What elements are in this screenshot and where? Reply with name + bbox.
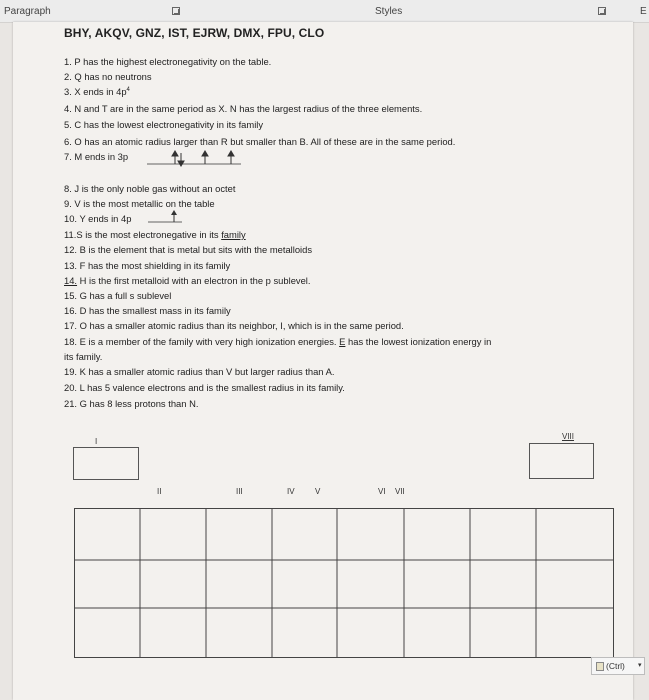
clue-18-continued: its family. [64, 351, 103, 362]
clue-3-superscript: 4 [126, 86, 130, 93]
clipboard-icon [596, 662, 604, 671]
clue-18-text-2: has the lowest ionization energy in [345, 336, 492, 347]
clue-6: 6. O has an atomic radius larger than R but smaller than B. All of these are in the same period. [64, 136, 456, 147]
clue-2: 2. Q has no neutrons [64, 71, 152, 82]
clue-15: 15. G has a full s sublevel [64, 290, 172, 301]
clue-11-family-word: family [221, 229, 246, 240]
ribbon-bar [0, 0, 649, 23]
paragraph-group-label: Paragraph [4, 6, 51, 17]
clue-10: 10. Y ends in 4p [64, 213, 132, 224]
clue-4: 4. N and T are in the same period as X. N has the largest radius of the three elements. [64, 103, 423, 114]
paragraph-dialog-launcher-icon[interactable] [172, 7, 180, 15]
periodic-table-grid[interactable] [74, 508, 614, 658]
clue-5: 5. C has the lowest electronegativity in its family [64, 119, 264, 130]
styles-group-label: Styles [375, 6, 403, 17]
grid-outer-border [75, 509, 614, 658]
element-box-group-8[interactable] [529, 443, 594, 479]
clue-3-text: 3. X ends in 4p [64, 86, 127, 97]
clue-11-text: 11.S is the most electronegative in its [64, 229, 219, 240]
orbital-diagram-3p [145, 150, 245, 168]
clue-14-number: 14. [64, 275, 78, 286]
clue-14 [64, 275, 311, 286]
clue-20: 20. L has 5 valence electrons and is the smallest radius in its family. [64, 382, 345, 393]
group-label-v: V [315, 487, 321, 496]
clue-1: 1. P has the highest electronegativity on the table. [64, 56, 272, 67]
clue-12: 12. B is the element that is metal but sits with the metalloids [64, 244, 313, 255]
clue-3 [64, 86, 130, 97]
clue-17: 17. O has a smaller atomic radius than its neighbor, I, which is in the same period. [64, 320, 404, 331]
group-label-vii: VII [395, 487, 405, 496]
editing-group-label: E [640, 6, 647, 17]
clue-18 [64, 336, 491, 347]
element-box-group-1[interactable] [73, 447, 139, 480]
periodic-table-grid-lines [74, 508, 614, 658]
chevron-down-icon: ▾ [638, 662, 642, 669]
clue-18-letter-e: E [339, 336, 346, 347]
clue-7: 7. M ends in 3p [64, 151, 129, 162]
group-label-iv: IV [287, 487, 295, 496]
clue-18-text: 18. E is a member of the family with very high ionization energies. [64, 336, 337, 347]
clue-8: 8. J is the only noble gas without an octet [64, 183, 236, 194]
clue-19: 19. K has a smaller atomic radius than V but larger radius than A. [64, 366, 335, 377]
paste-options-label: (Ctrl) [606, 661, 625, 671]
group-label-ii: II [157, 487, 162, 496]
clue-21: 21. G has 8 less protons than N. [64, 398, 199, 409]
orbital-diagram-4p [146, 209, 186, 225]
group-label-vi: VI [378, 487, 386, 496]
paste-options-button[interactable] [591, 657, 645, 675]
group-label-i: I [95, 437, 98, 446]
group-label-viii: VIII [562, 432, 575, 441]
clue-11 [64, 229, 246, 240]
page-title: BHY, AKQV, GNZ, IST, EJRW, DMX, FPU, CLO [64, 26, 325, 40]
clue-14-text: H is the first metalloid with an electron in the p sublevel. [77, 275, 311, 286]
styles-dialog-launcher-icon[interactable] [598, 7, 606, 15]
clue-9: 9. V is the most metallic on the table [64, 198, 215, 209]
clue-13: 13. F has the most shielding in its family [64, 260, 231, 271]
group-label-iii: III [236, 487, 243, 496]
clue-16: 16. D has the smallest mass in its family [64, 305, 231, 316]
